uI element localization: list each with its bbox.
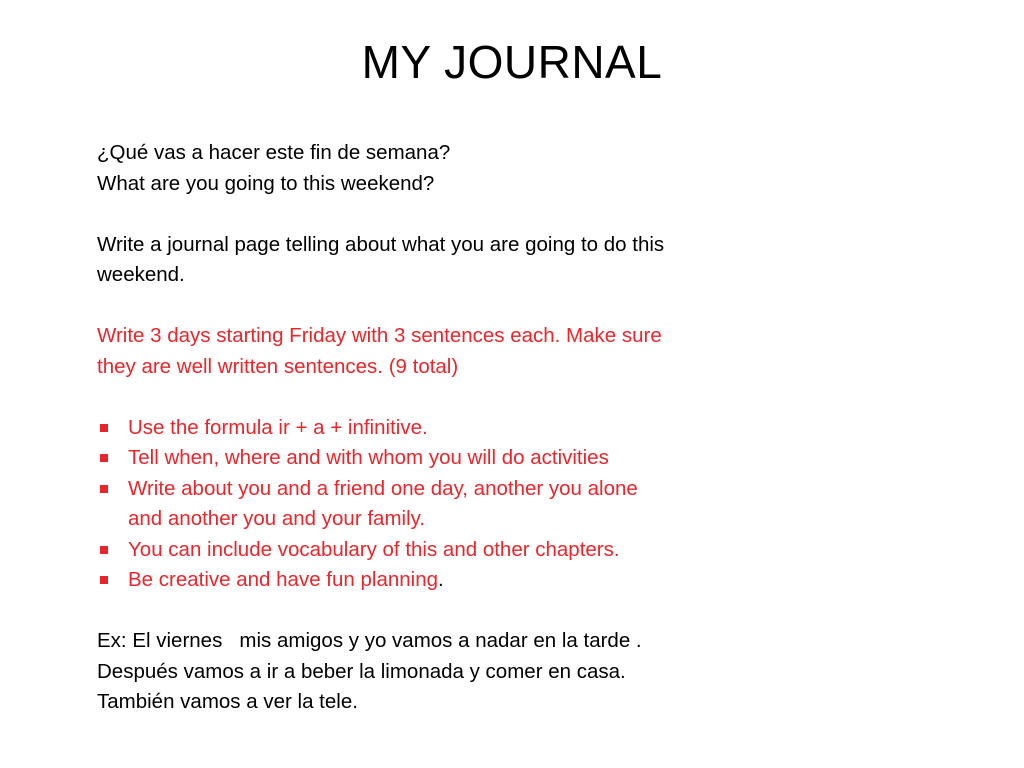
list-item-text: Tell when, where and with whom you will do activities — [128, 446, 609, 469]
example-line-2: Después vamos a ir a beber la limonada y comer en casa. — [97, 659, 626, 683]
spacer — [97, 291, 787, 322]
list-item-text: Be creative and have fun planning — [128, 568, 439, 591]
red-instruction-line-1: Write 3 days starting Friday with 3 sentences each. Make sure — [97, 324, 662, 347]
question-spanish: ¿Qué vas a hacer este fin de semana? — [97, 141, 451, 164]
example-line-1: Ex: El viernes mis amigos y yo vamos a nadar en la tarde . — [97, 629, 642, 652]
instruction-line-2: weekend. — [97, 263, 185, 286]
list-item — [97, 443, 787, 474]
square-bullet-icon — [100, 485, 108, 493]
example-line-3: También vamos a ver la tele. — [97, 690, 358, 713]
list-item — [97, 413, 787, 444]
list-item-text: You can include vocabulary of this and other chapters. — [128, 537, 620, 561]
spacer — [97, 596, 787, 627]
square-bullet-icon — [100, 576, 108, 584]
instruction-line-1: Write a journal page telling about what you are going to do this — [97, 232, 665, 256]
list-item — [97, 474, 787, 505]
question-english: What are you going to this weekend? — [97, 171, 435, 195]
slide-title: MY JOURNAL — [361, 36, 663, 88]
list-item-period: . — [438, 568, 444, 591]
list-item — [97, 535, 787, 566]
list-item-continuation — [97, 504, 787, 535]
square-bullet-icon — [100, 546, 108, 554]
slide-body — [97, 138, 787, 718]
list-item-text: Use the formula ir + a + infinitive. — [128, 415, 428, 439]
spacer — [97, 382, 787, 413]
square-bullet-icon — [100, 454, 108, 462]
requirements-list — [97, 413, 787, 596]
list-item-text: Write about you and a friend one day, another you alone — [128, 476, 638, 500]
list-item-text: and another you and your family. — [128, 507, 426, 530]
square-bullet-icon — [100, 424, 108, 432]
list-item — [97, 565, 787, 596]
red-instruction-line-2: they are well written sentences. (9 total) — [97, 354, 459, 378]
spacer — [97, 199, 787, 230]
